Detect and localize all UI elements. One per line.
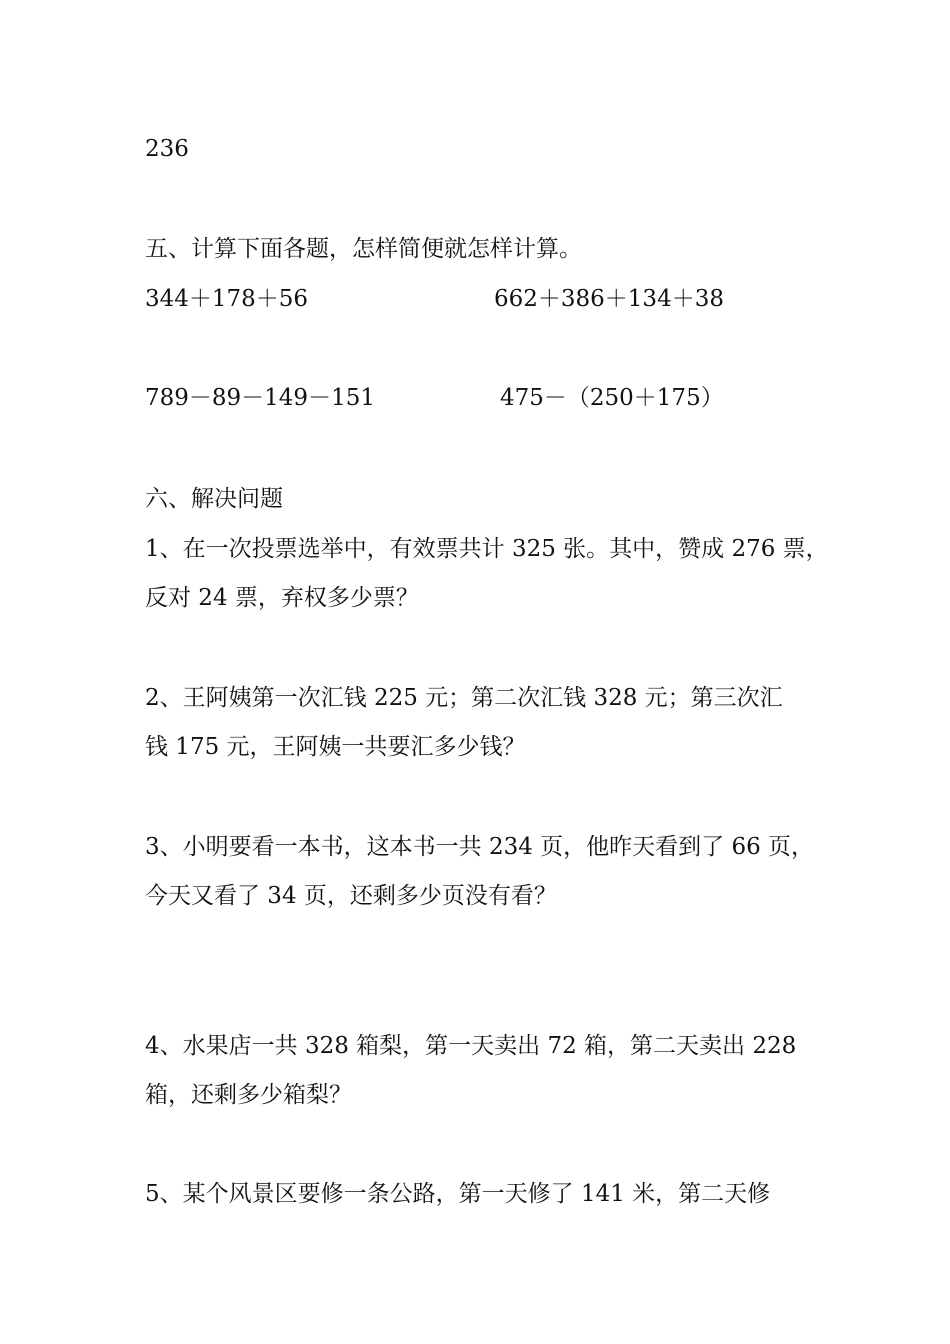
problem-3-line-1: 3、小明要看一本书，这本书一共 234 页，他昨天看到了 66 页， (145, 834, 815, 860)
problem-3-line-2: 今天又看了 34 页，还剩多少页没有看？ (145, 883, 557, 909)
problem-4-line-1: 4、水果店一共 328 箱梨，第一天卖出 72 箱，第二天卖出 228 (145, 1033, 797, 1059)
problem-4-line-2: 箱，还剩多少箱梨？ (145, 1082, 352, 1108)
section6-title: 六、解决问题 (145, 486, 283, 512)
expression-3: 789－89－149－151 (145, 385, 375, 411)
expression-2: 662＋386＋134＋38 (494, 286, 724, 312)
problem-2-line-2: 钱 175 元，王阿姨一共要汇多少钱？ (145, 734, 526, 760)
top-fragment-text: 236 (145, 136, 189, 162)
expression-1: 344＋178＋56 (145, 286, 309, 312)
problem-2-line-1: 2、王阿姨第一次汇钱 225 元；第二次汇钱 328 元；第三次汇 (145, 685, 783, 711)
expression-4: 475－（250＋175） (500, 385, 724, 411)
section5-title: 五、计算下面各题，怎样简便就怎样计算。 (145, 236, 582, 262)
problem-5-line-1: 5、某个风景区要修一条公路，第一天修了 141 米，第二天修 (145, 1181, 771, 1207)
problem-1-line-2: 反对 24 票，弃权多少票？ (145, 585, 419, 611)
problem-1-line-1: 1、在一次投票选举中，有效票共计 325 张。其中，赞成 276 票， (145, 536, 829, 562)
